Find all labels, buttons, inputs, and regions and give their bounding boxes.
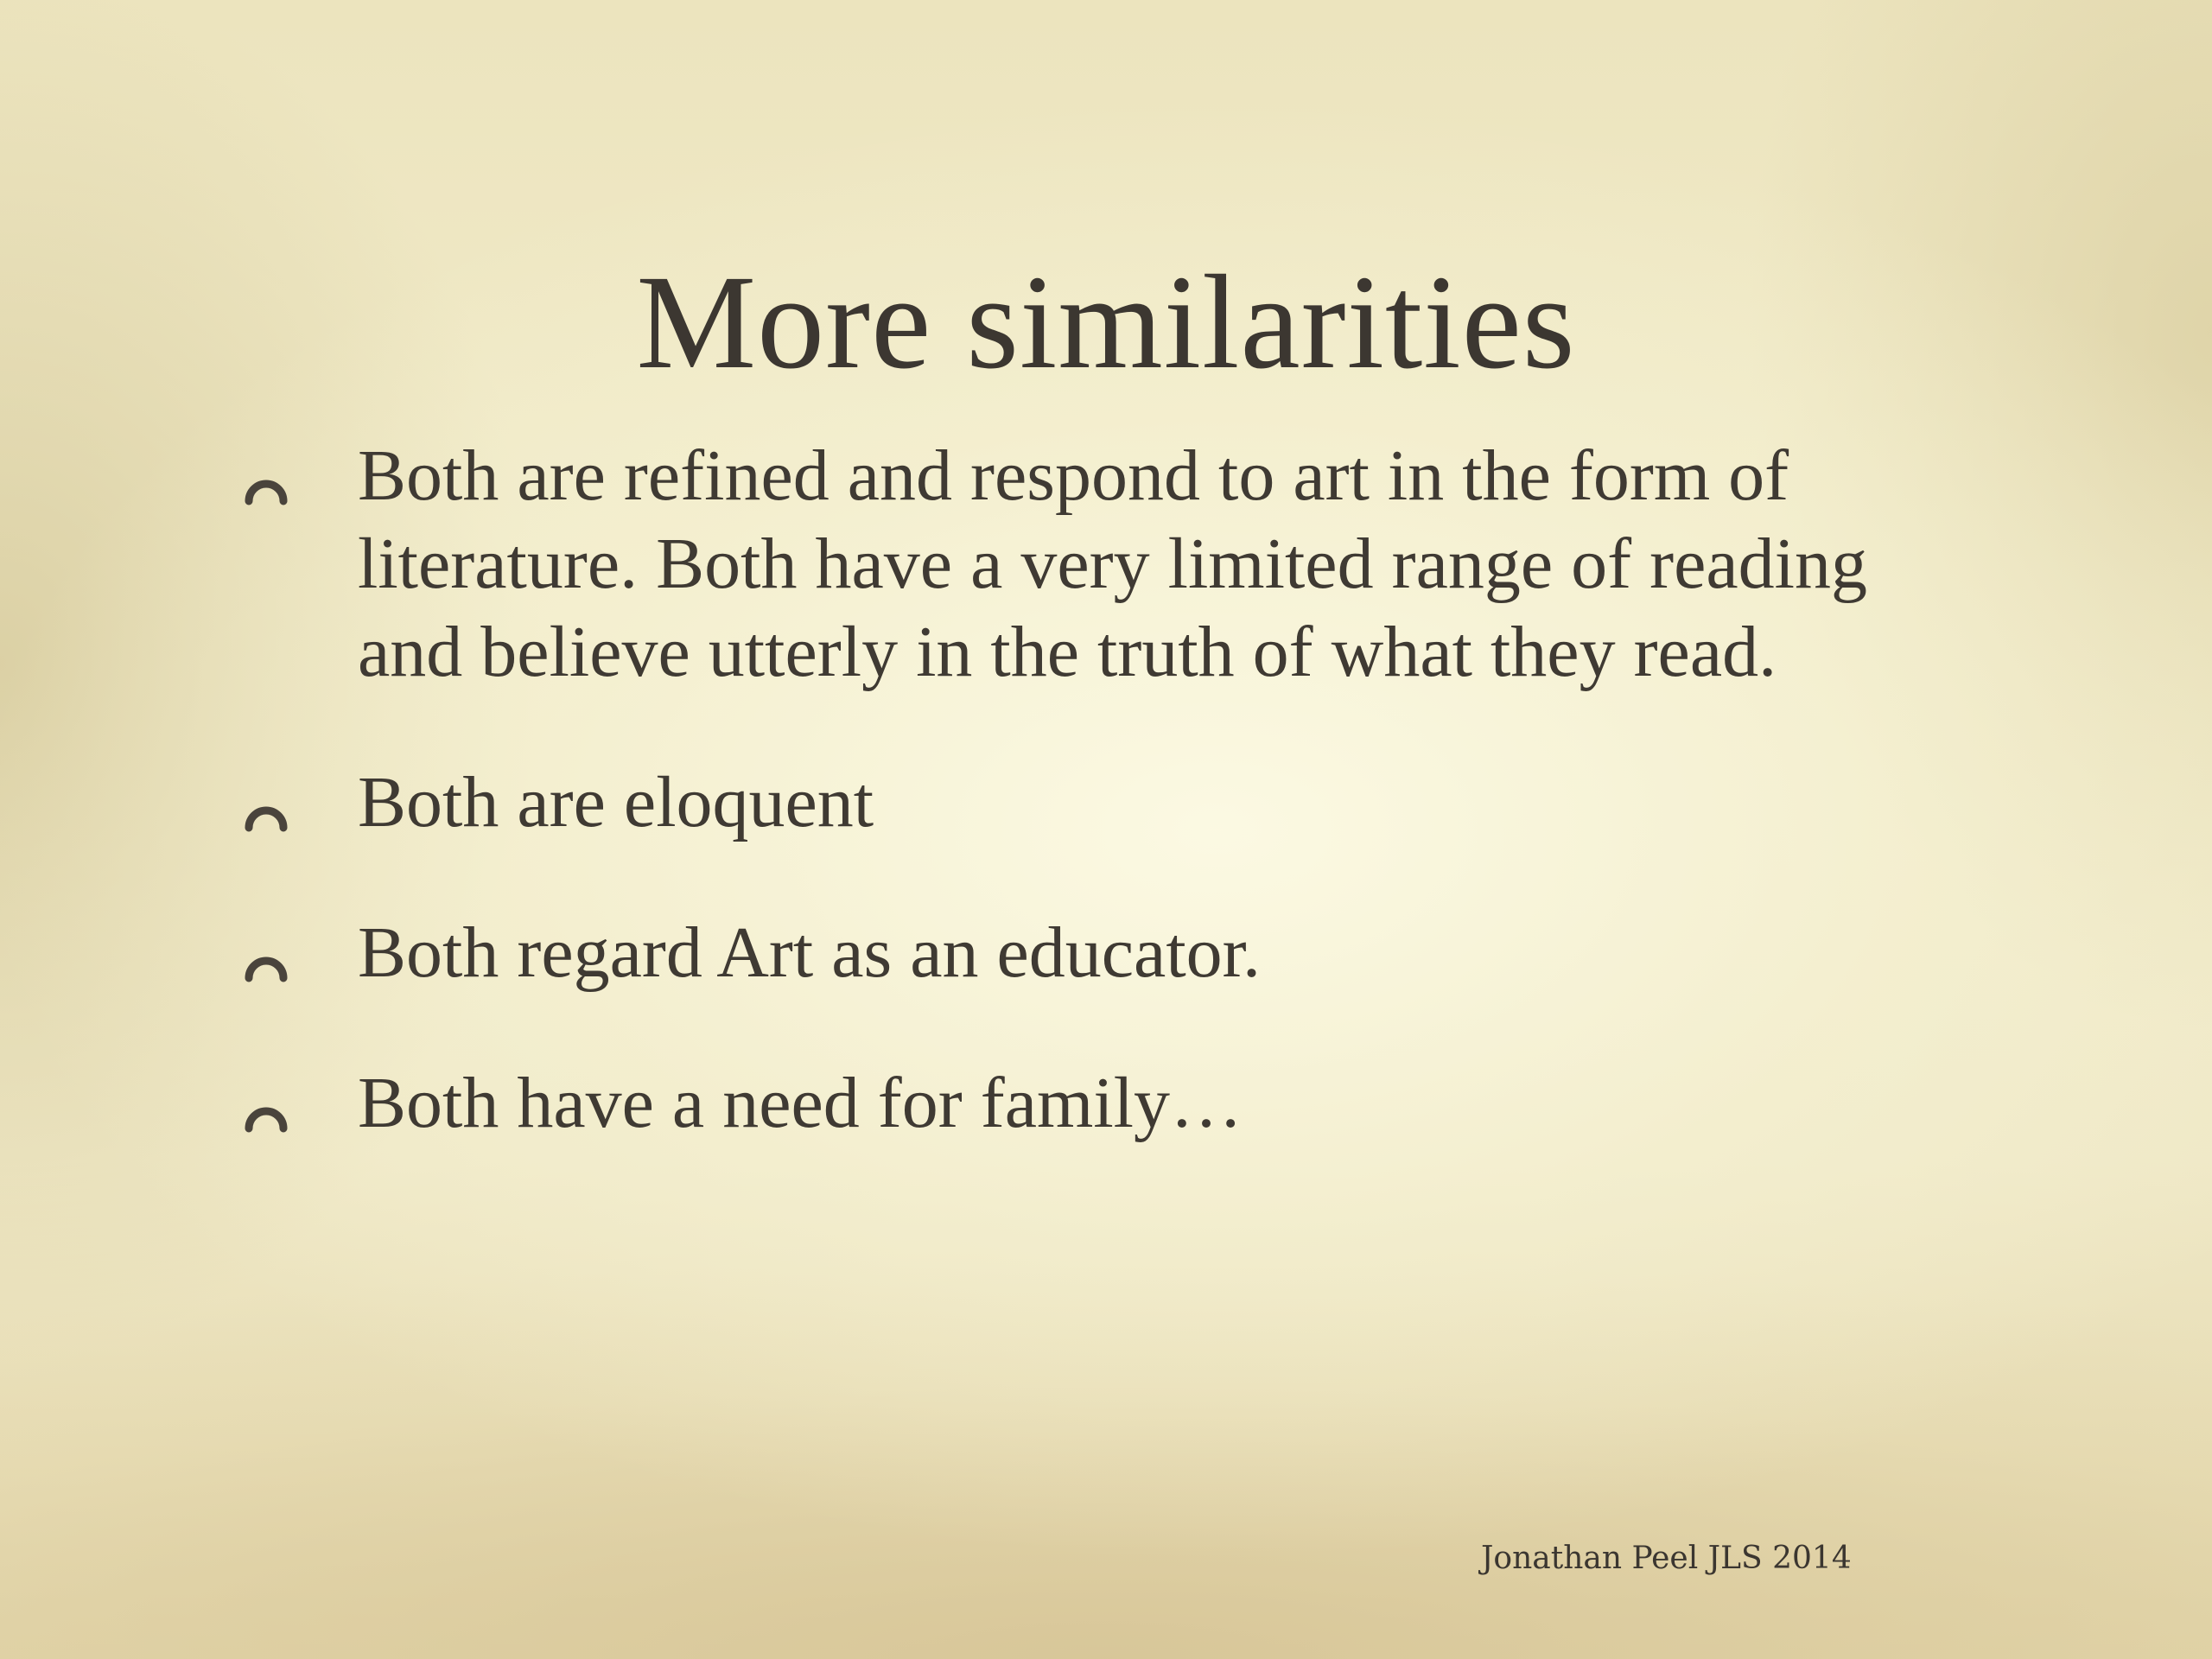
circle-bullet-icon (242, 940, 290, 988)
circle-bullet-icon (242, 1090, 290, 1139)
bullet-text: Both have a need for family… (358, 1063, 1243, 1143)
circle-bullet-icon (242, 463, 290, 512)
bullet-item (242, 432, 1910, 696)
bullet-item (242, 759, 1910, 847)
footer-credit: Jonathan Peel JLS 2014 (1481, 1541, 1852, 1576)
circle-bullet-icon (242, 790, 290, 838)
bullet-item (242, 909, 1910, 997)
slide-title: More similarities (636, 246, 1576, 397)
bullet-text: Both are refined and respond to art in the form of literature. Both have a very limited range of reading and believe utterly in the truth of what they read. (358, 435, 1867, 692)
bullet-item (242, 1059, 1910, 1147)
bullet-text: Both regard Art as an educator. (358, 912, 1261, 993)
bullet-list (242, 432, 1910, 1147)
bullet-text: Both are eloquent (358, 762, 874, 842)
